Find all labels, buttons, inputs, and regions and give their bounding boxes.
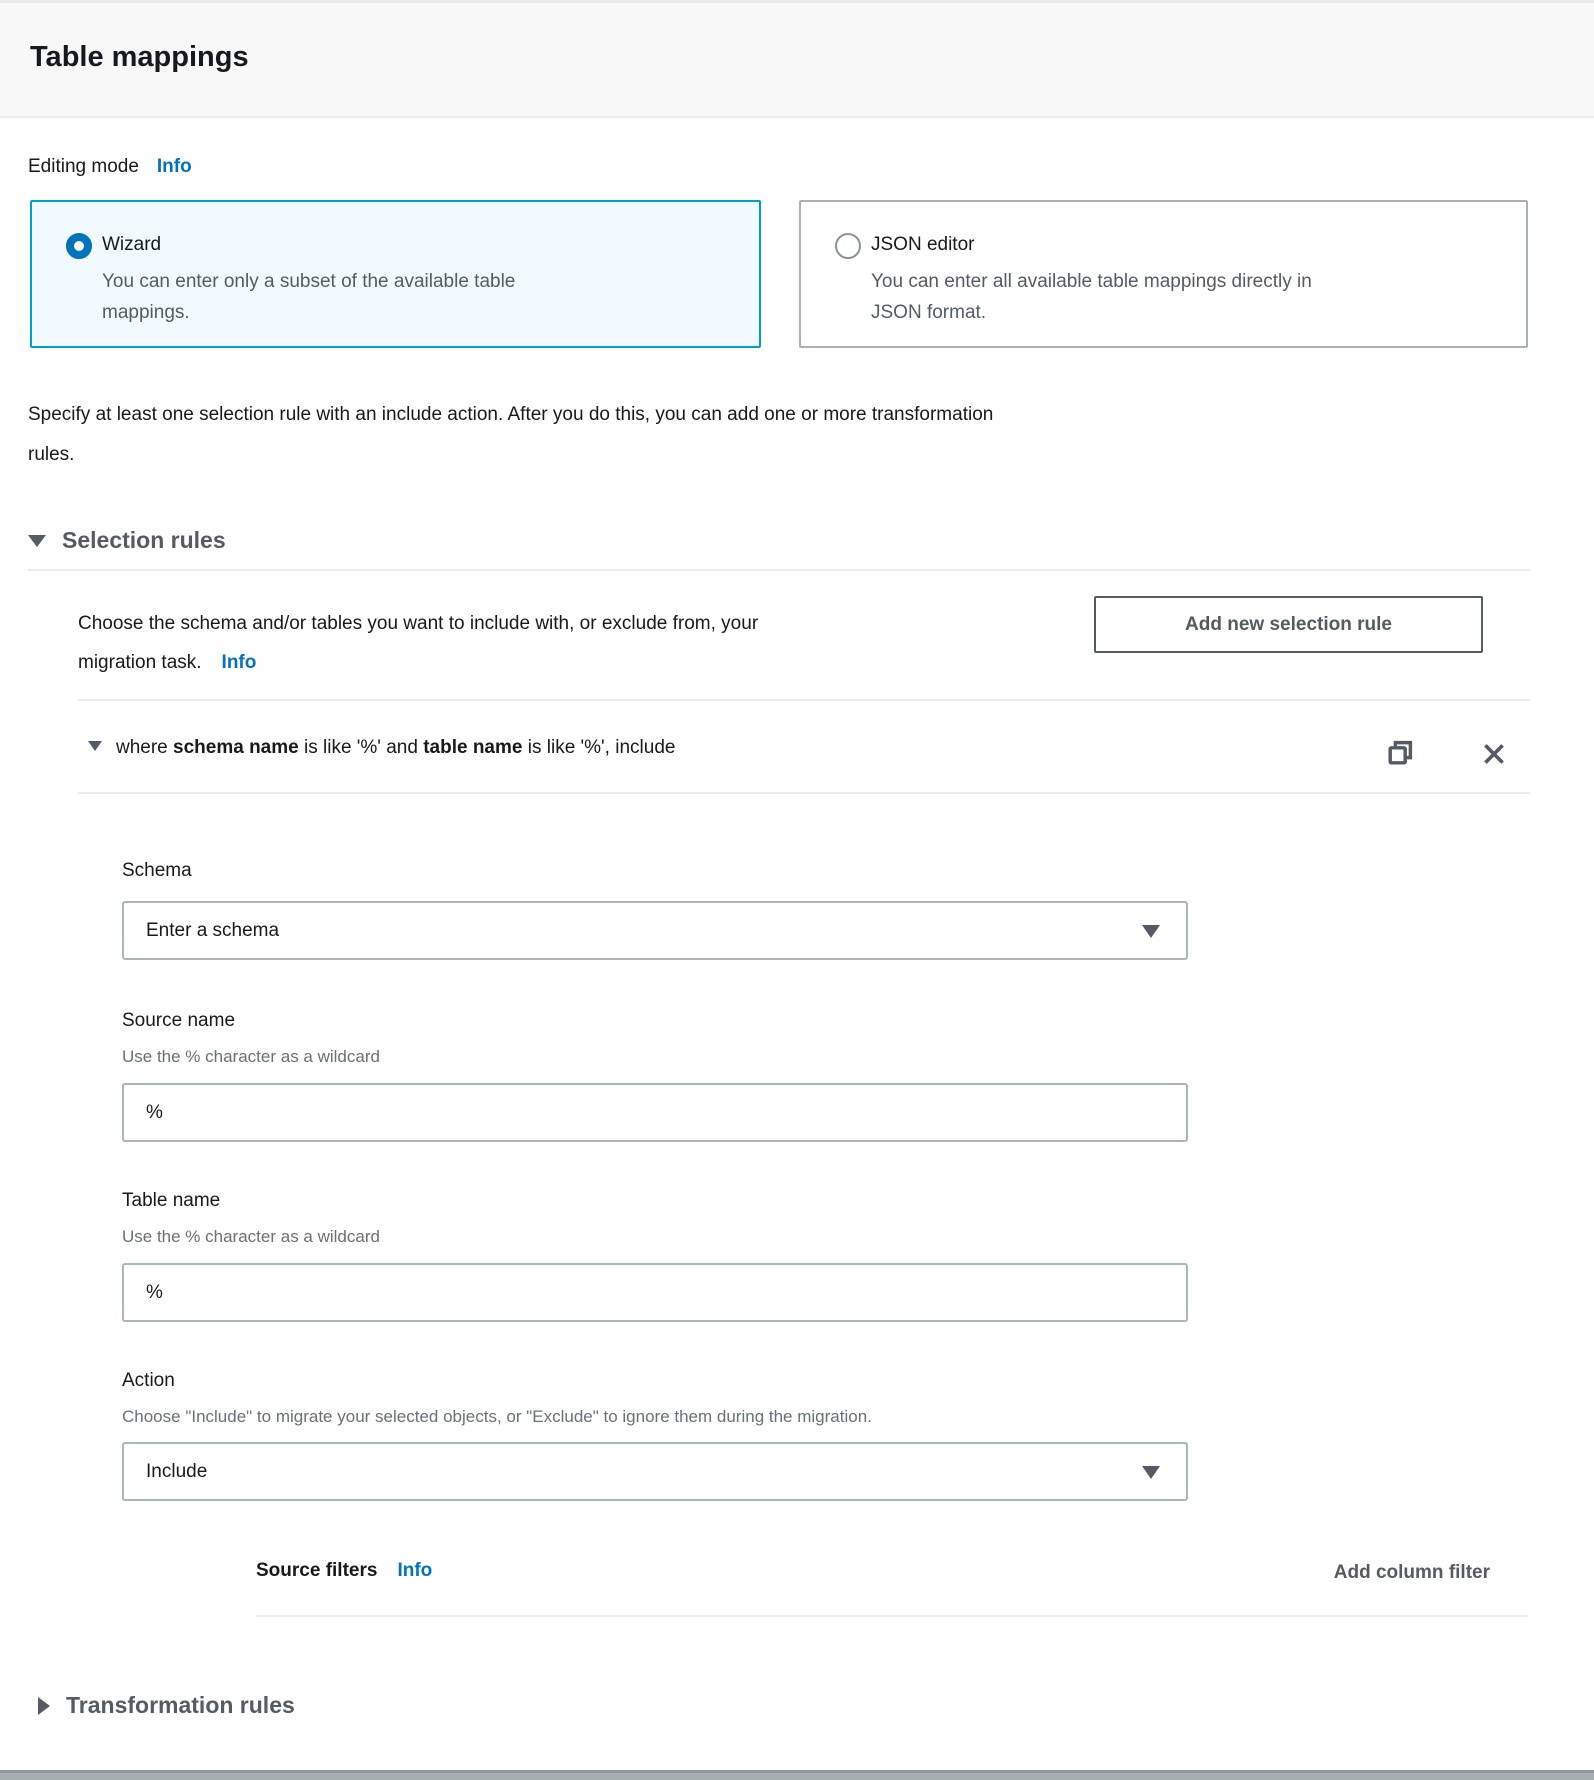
divider — [28, 569, 1530, 571]
dropdown-caret-icon — [1142, 925, 1160, 938]
rule-summary-table: table name — [423, 737, 523, 758]
page-title: Table mappings — [30, 41, 249, 73]
source-name-input[interactable] — [122, 1083, 1188, 1142]
action-select[interactable] — [122, 1442, 1188, 1501]
rule-summary-suffix: is like '%', include — [522, 737, 676, 758]
transformation-rules-header: Transformation rules — [66, 1692, 295, 1718]
rule-summary-middle: is like '%' and — [298, 737, 424, 758]
json-editor-radio-unselected[interactable] — [835, 233, 861, 259]
json-editor-description-line: You can enter all available table mappings directly in — [871, 271, 1312, 292]
selection-rules-info-link[interactable]: Info — [221, 652, 257, 673]
intro-line: rules. — [28, 444, 75, 465]
table-name-input[interactable] — [122, 1263, 1188, 1322]
selection-rules-description-text: migration task. — [78, 652, 202, 673]
source-name-label: Source name — [122, 1010, 236, 1031]
table-name-helper: Use the % character as a wildcard — [122, 1227, 380, 1246]
selection-rules-description-line2 — [78, 648, 256, 678]
panel-header — [0, 3, 1594, 118]
tile-json-editor[interactable] — [799, 200, 1528, 348]
copy-icon — [1385, 738, 1415, 768]
divider — [78, 699, 1530, 701]
add-new-selection-rule-button[interactable] — [1094, 596, 1483, 653]
add-column-filter-button[interactable]: Add column filter — [1333, 1562, 1490, 1583]
selection-rules-expander[interactable] — [28, 527, 226, 554]
wizard-description-line: mappings. — [102, 302, 190, 323]
dropdown-caret-icon — [1142, 1466, 1160, 1479]
transformation-rules-expander[interactable] — [38, 1692, 295, 1719]
divider — [78, 792, 1530, 794]
json-editor-label: JSON editor — [871, 234, 975, 255]
editing-mode-row — [28, 156, 192, 178]
add-new-selection-rule-label: Add new selection rule — [1185, 613, 1392, 635]
wizard-description — [102, 266, 515, 328]
collapse-triangle-icon — [28, 535, 46, 547]
wizard-description-line: You can enter only a subset of the available table — [102, 271, 516, 292]
copy-rule-button[interactable] — [1384, 737, 1416, 769]
source-filters-label: Source filters — [256, 1560, 378, 1581]
schema-select[interactable] — [122, 901, 1188, 960]
rule-summary-schema: schema name — [173, 737, 299, 758]
wizard-label: Wizard — [102, 234, 162, 255]
action-helper: Choose "Include" to migrate your selected objects, or "Exclude" to ignore them during the migration. — [122, 1407, 872, 1426]
editing-mode-label: Editing mode — [28, 156, 139, 177]
divider — [256, 1615, 1528, 1617]
intro-paragraph — [28, 395, 993, 475]
intro-line: Specify at least one selection rule with an include action. After you do this, you can add one or more transformation — [28, 404, 994, 425]
tile-wizard[interactable] — [30, 200, 761, 348]
action-label: Action — [122, 1370, 175, 1391]
remove-rule-button[interactable] — [1478, 738, 1510, 770]
rule-summary[interactable] — [116, 734, 675, 762]
rule-collapse-triangle-icon[interactable] — [88, 741, 102, 751]
schema-label: Schema — [122, 860, 192, 881]
selection-rules-description-line1: Choose the schema and/or tables you want to include with, or exclude from, your — [78, 613, 759, 634]
action-select-value: Include — [146, 1460, 208, 1482]
json-editor-description-line: JSON format. — [871, 302, 987, 323]
source-filters-row — [256, 1560, 432, 1582]
schema-select-value: Enter a schema — [146, 919, 280, 941]
table-name-label: Table name — [122, 1190, 221, 1211]
bottom-scrollbar-track[interactable] — [0, 1770, 1594, 1780]
wizard-radio-selected[interactable] — [66, 233, 92, 259]
selection-rules-header: Selection rules — [62, 527, 226, 553]
source-name-helper: Use the % character as a wildcard — [122, 1047, 380, 1066]
source-filters-info-link[interactable]: Info — [397, 1560, 433, 1581]
json-editor-description — [871, 266, 1312, 328]
expand-triangle-icon — [38, 1697, 50, 1715]
editing-mode-info-link[interactable]: Info — [156, 156, 192, 177]
close-icon — [1480, 740, 1508, 768]
rule-summary-prefix: where — [116, 737, 174, 758]
